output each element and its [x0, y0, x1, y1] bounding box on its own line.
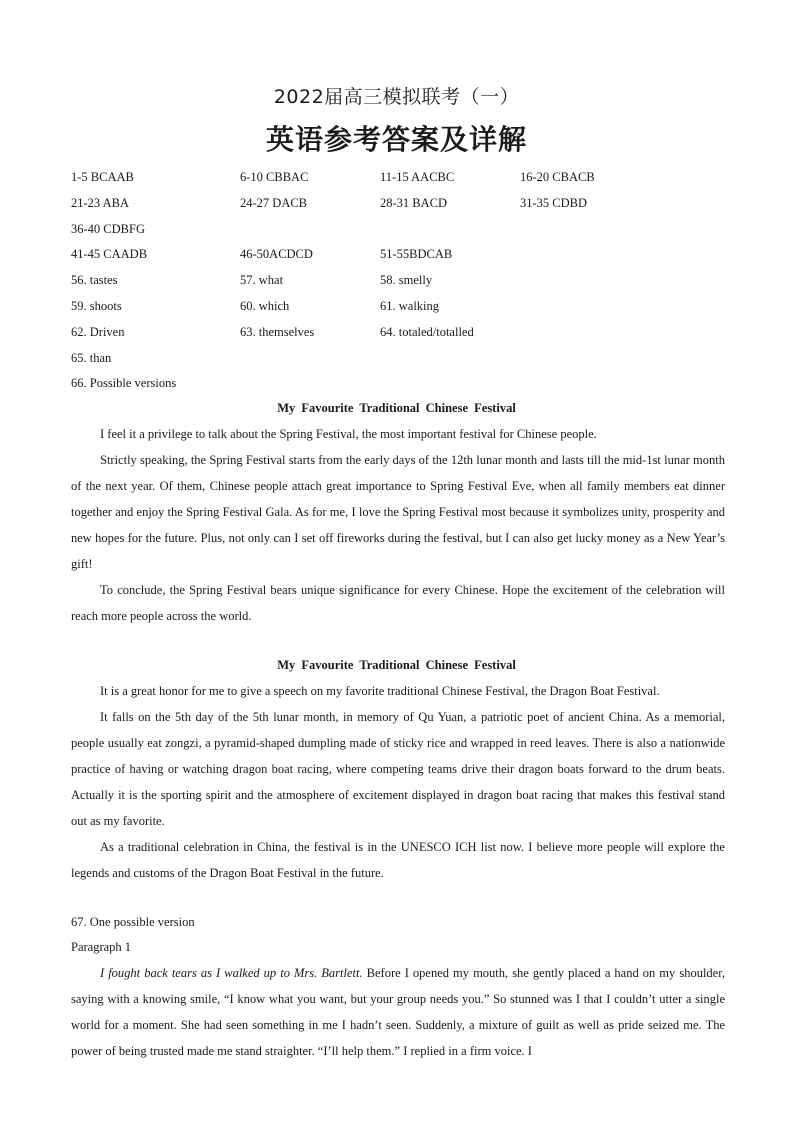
answer-cell: 65. than [71, 350, 112, 365]
answer-cell: 64. totaled/totalled [380, 324, 474, 339]
answer-row [71, 170, 731, 196]
essay1-paragraph-2: Strictly speaking, the Spring Festival starts from the early days of the 12th lunar month and lasts till the mid-1st lunar month of the next year. Of them, Chinese people attach great importance to Spring Festival Eve, when all family members eat dinner together and enjoy the Spring Festival Gala. As for me, I love the Spring Festival most because it symbolizes unity, prosperity and new hopes for the future. Plus, not only can I set off fireworks during the festival, but I can also get lucky money as a New Year’s gift! [71, 453, 725, 571]
answer-cell: 57. what [240, 273, 284, 288]
answer-row [71, 273, 731, 299]
answer-cell: 60. which [240, 298, 290, 313]
answer-row [71, 222, 731, 248]
answer-cell: 59. shoots [71, 298, 122, 313]
answer-cell: 1-5 BCAAB [71, 170, 134, 184]
essay2-title: My Favourite Traditional Chinese Festival [277, 658, 516, 672]
answer-cell: 56. tastes [71, 273, 118, 288]
answer-cell: 28-31 BACD [380, 195, 448, 210]
answer-row [71, 247, 731, 273]
answer-cell: 21-23 ABA [71, 195, 129, 210]
answer-table [71, 170, 731, 402]
answer-cell: 11-15 AACBC [380, 170, 455, 184]
essay1-paragraph-3: To conclude, the Spring Festival bears unique significance for every Chinese. Hope the excitement of the celebration will reach more people across the world. [71, 583, 725, 623]
essay2-paragraph-1: It is a great honor for me to give a speech on my favorite traditional Chinese Festival, the Dragon Boat Festival. [100, 684, 660, 698]
essay2-paragraph-2: It falls on the 5th day of the 5th lunar month, in memory of Qu Yuan, a patriotic poet of ancient China. As a memorial, people usually eat zongzi, a pyramid-shaped dumpling made of sticky rice and wrapped in reed leaves. There is also a nationwide practice of having or watching dragon boat racing, where competing teams drive their dragon boats forward to the drum beats. Actually it is the sporting spirit and the atmosphere of excitement displayed in dragon boat racing that makes this festival stand out as my favorite. [71, 710, 725, 828]
exam-title: 2022届高三模拟联考（一） [273, 86, 520, 108]
answer-row [71, 376, 731, 402]
answer-key-title: 英语参考答案及详解 [265, 123, 527, 156]
answer-cell: 41-45 CAADB [71, 247, 148, 262]
answer-row [71, 325, 731, 351]
answer-cell: 63. themselves [240, 324, 315, 339]
q67-paragraph-1 [71, 960, 725, 1064]
answer-row [71, 351, 731, 377]
q67-label: 67. One possible version [71, 915, 195, 929]
answer-cell: 24-27 DACB [240, 195, 308, 210]
answer-row [71, 196, 731, 222]
essay1-paragraph-1: I feel it a privilege to talk about the Spring Festival, the most important festival for Chinese people. [100, 427, 597, 441]
answer-cell: 16-20 CBACB [520, 170, 595, 184]
answer-cell: 62. Driven [71, 324, 125, 339]
answer-cell: 51-55BDCAB [380, 247, 453, 262]
q67-body-text: Before I opened my mouth, she gently placed a hand on my shoulder, saying with a knowing smile, “I know what you want, but your group needs you.” So stunned was I that I couldn’t utter a single world for a moment. She had seen something in me I hadn’t seen. Suddenly, a mixture of guilt as well as pride seized me. The power of being trusted made me stand straighter. “I’ll help them.” I replied in a firm voice. I [71, 966, 725, 1058]
answer-cell: 6-10 CBBAC [240, 170, 309, 184]
paragraph-1-label: Paragraph 1 [71, 940, 132, 954]
essay2-paragraph-3: As a traditional celebration in China, the festival is in the UNESCO ICH list now. I believe more people will explore the legends and customs of the Dragon Boat Festival in the future. [71, 840, 725, 880]
answer-cell: 46-50ACDCD [240, 247, 313, 262]
answer-cell: 36-40 CDBFG [71, 221, 145, 236]
q67-opening-sentence: I fought back tears as I walked up to Mrs. Bartlett. [100, 966, 363, 980]
answer-cell: 58. smelly [380, 273, 433, 288]
answer-row [71, 299, 731, 325]
answer-cell: 66. Possible versions [71, 376, 177, 391]
answer-cell: 31-35 CDBD [520, 195, 588, 210]
answer-cell: 61. walking [380, 298, 440, 313]
essay1-title: My Favourite Traditional Chinese Festival [277, 401, 516, 415]
